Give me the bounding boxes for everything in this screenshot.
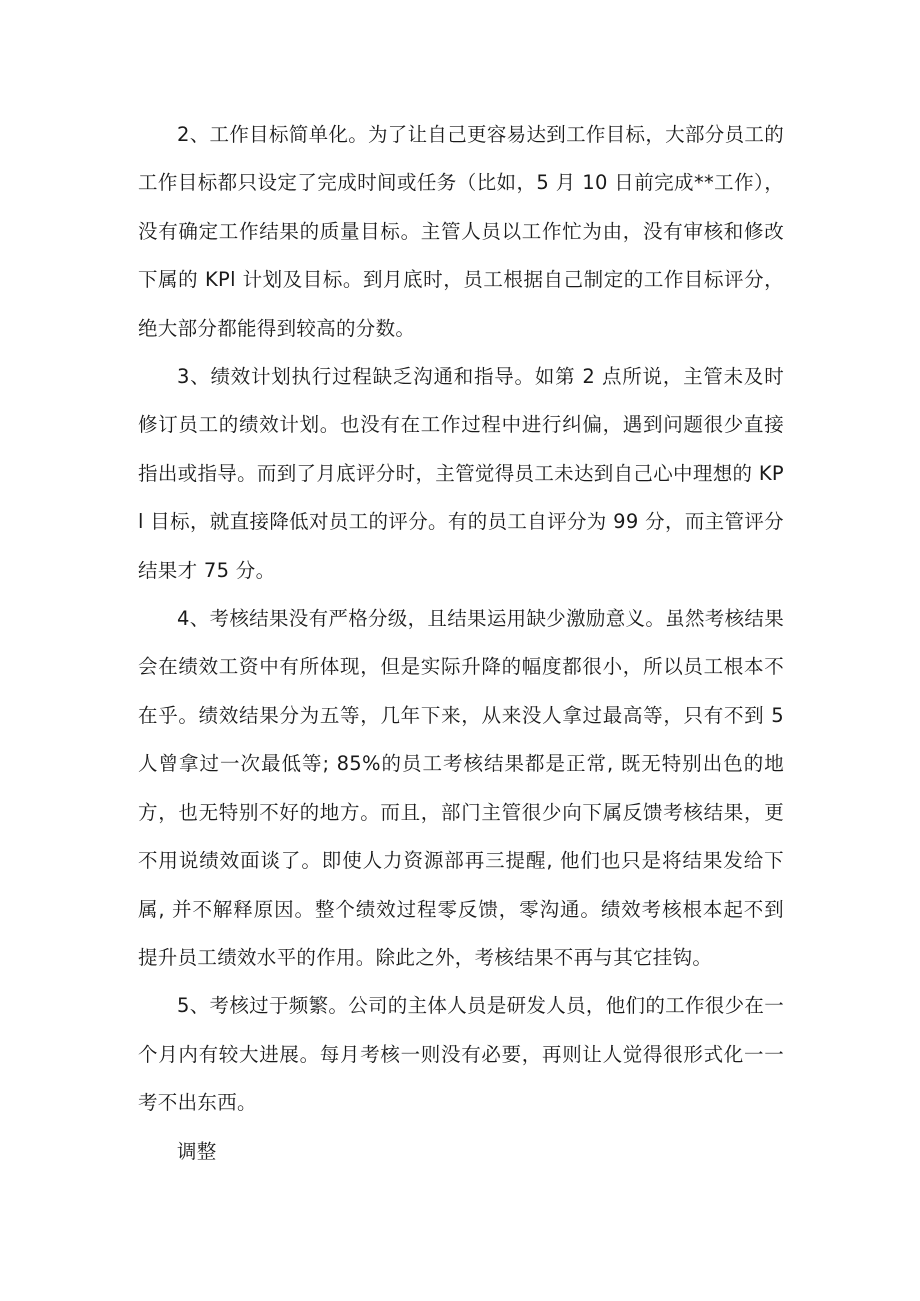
paragraph-3-lack-of-communication: 3、绩效计划执行过程缺乏沟通和指导。如第 2 点所说，主管未及时修订员工的绩效计划。也没有在工作过程中进行纠偏，遇到问题很少直接指出或指导。而到了月底评分时，主管觉得员工未达到自己心中理想的 KPl 目标，就直接降低对员工的评分。有的员工自评分为 99 分，而主管评分结果才 75 分。 (138, 365, 784, 582)
document-body (138, 111, 784, 1176)
paragraph-2-simple-goals: 2、工作目标简单化。为了让自己更容易达到工作目标，大部分员工的工作目标都只设定了完成时间或任务（比如，5 月 10 日前完成**工作），没有确定工作结果的质量目标。主管人员以工作忙为由，没有审核和修改下属的 KPl 计划及目标。到月底时，员工根据自己制定的工作目标评分，绝大部分都能得到较高的分数。 (138, 123, 784, 340)
paragraph-4-no-strict-grading: 4、考核结果没有严格分级，且结果运用缺少激励意义。虽然考核结果会在绩效工资中有所体现，但是实际升降的幅度都很小，所以员工根本不在乎。绩效结果分为五等，几年下来，从来没人拿过最高等，只有不到 5 人曾拿过一次最低等; 85%的员工考核结果都是正常, 既无特别出色的地方，也无特别不好的地方。而且，部门主管很少向下属反馈考核结果，更不用说绩效面谈了。即使人力资源部再三提醒, 他们也只是将结果发给下属, 并不解释原因。整个绩效过程零反馈，零沟通。绩效考核根本起不到提升员工绩效水平的作用。除此之外，考核结果不再与其它挂钩。 (138, 607, 784, 969)
paragraph-5-too-frequent: 5、考核过于频繁。公司的主体人员是研发人员，他们的工作很少在一个月内有较大进展。每月考核一则没有必要，再则让人觉得很形式化一一考不出东西。 (138, 994, 784, 1115)
section-heading-adjustment: 调整 (177, 1139, 217, 1163)
